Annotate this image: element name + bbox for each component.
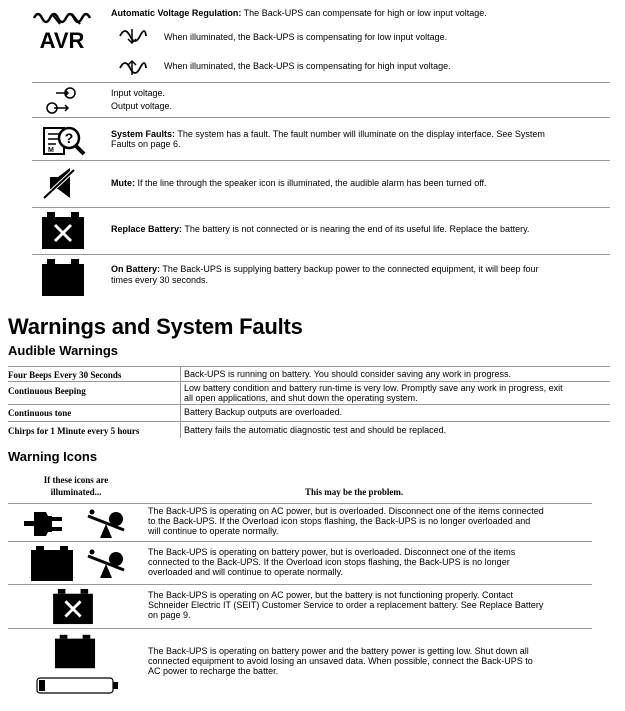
audible-warning-name: Continuous Beeping: [8, 386, 86, 396]
divider: [32, 254, 610, 255]
svg-text:?: ?: [64, 130, 74, 146]
warning-icon-desc: The Back-UPS is operating on battery power, but is overloaded. Disconnect one of the items connected to the Back-UPS. If the Overload icon stops flashing, the Back-UPS is no longer overloaded and will continue to operate normally.: [148, 547, 516, 577]
divider: [8, 421, 610, 422]
system-faults-description-2: Faults on page 6.: [111, 139, 181, 149]
on-battery-icon: [41, 259, 85, 297]
overload-icon: [86, 550, 128, 580]
replace-battery-description: Replace Battery: The battery is not connected or is nearing the end of its useful life. Replace the battery.: [111, 224, 530, 234]
overload-icon: [86, 510, 128, 540]
audible-warning-desc: Back-UPS is running on battery. You should consider saving any work in progress.: [184, 369, 512, 379]
audible-warning-desc: Battery fails the automatic diagnostic test and should be replaced.: [184, 425, 447, 435]
battery-icon: [30, 546, 74, 582]
input-voltage-icon: [56, 86, 80, 100]
divider: [8, 503, 592, 504]
input-voltage-text: Input voltage.: [111, 88, 166, 98]
mute-description: Mute: If the line through the speaker icon is illuminated, the audible alarm has been turned off.: [111, 178, 487, 188]
warning-icons-title: Warning Icons: [8, 449, 98, 464]
audible-warning-desc: all open applications, and shut down the operating system.: [184, 393, 418, 403]
divider: [8, 628, 592, 629]
divider: [8, 541, 592, 542]
svg-text:M: M: [48, 147, 54, 154]
divider: [32, 82, 610, 83]
warning-icon-desc: The Back-UPS is operating on battery power and the battery power is getting low. Shut down all connected equipment to avoid losing an unsaved data. When possible, connect the Back-UPS to AC power to recharge the batter.: [148, 646, 533, 676]
audible-warning-name: Continuous tone: [8, 408, 72, 418]
divider: [32, 207, 610, 208]
warning-icon-desc: The Back-UPS is operating on AC power, but is overloaded. Disconnect one of the items connected to the Back-UPS. If the Overload icon stops flashing, the Back-UPS is no longer overloaded and will continue to operate normally.: [148, 506, 544, 536]
divider: [8, 366, 610, 367]
divider: [8, 404, 610, 405]
avr-high-icon: [118, 58, 148, 78]
system-faults-description: System Faults: The system has a fault. The fault number will illuminate on the display interface. See System: [111, 129, 545, 139]
replace-battery-icon: [41, 212, 85, 250]
section-title: Warnings and System Faults: [8, 314, 303, 339]
avr-description: Automatic Voltage Regulation: The Back-UPS can compensate for high or low input voltage.: [111, 8, 487, 18]
audible-warning-desc: Low battery condition and battery run-time is very low. Promptly save any work in progress, exit: [184, 383, 563, 393]
warning-icons-col1-header: If these icons are illuminated...: [43, 475, 109, 497]
column-divider: [180, 366, 181, 438]
battery-icon: [54, 634, 96, 670]
divider: [8, 381, 610, 382]
output-voltage-text: Output voltage.: [111, 101, 173, 111]
avr-low-icon: [118, 26, 148, 46]
ac-plug-icon: [24, 508, 66, 540]
low-battery-level-icon: [36, 677, 120, 695]
mute-speaker-icon: [42, 165, 76, 201]
output-voltage-icon: [46, 101, 70, 115]
avr-low-text: When illuminated, the Back-UPS is compensating for low input voltage.: [164, 32, 448, 42]
divider: [32, 160, 610, 161]
audible-warning-desc: Battery Backup outputs are overloaded.: [184, 407, 343, 417]
audible-warnings-title: Audible Warnings: [8, 343, 119, 358]
system-faults-icon: [42, 124, 86, 156]
audible-warning-name: Four Beeps Every 30 Seconds: [8, 370, 122, 380]
warning-icons-col2-header: This may be the problem.: [305, 487, 404, 497]
avr-icon: [32, 10, 92, 53]
divider: [32, 117, 610, 118]
audible-warning-name: Chirps for 1 Minute every 5 hours: [8, 426, 140, 436]
warning-icon-desc: The Back-UPS is operating on AC power, but the battery is not functioning properly. Contact Schneider Electric IT (SEIT) Customer Service to order a replacement battery. See Replace Battery on page 9.: [148, 590, 544, 620]
on-battery-description: On Battery: The Back-UPS is supplying battery backup power to the connected equipment, it will beep four: [111, 264, 539, 274]
avr-icon-label: AVR: [39, 28, 85, 53]
on-battery-description-2: times every 30 seconds.: [111, 275, 209, 285]
divider: [8, 584, 592, 585]
replace-battery-icon: [52, 589, 94, 625]
avr-high-text: When illuminated, the Back-UPS is compensating for high input voltage.: [164, 61, 451, 71]
